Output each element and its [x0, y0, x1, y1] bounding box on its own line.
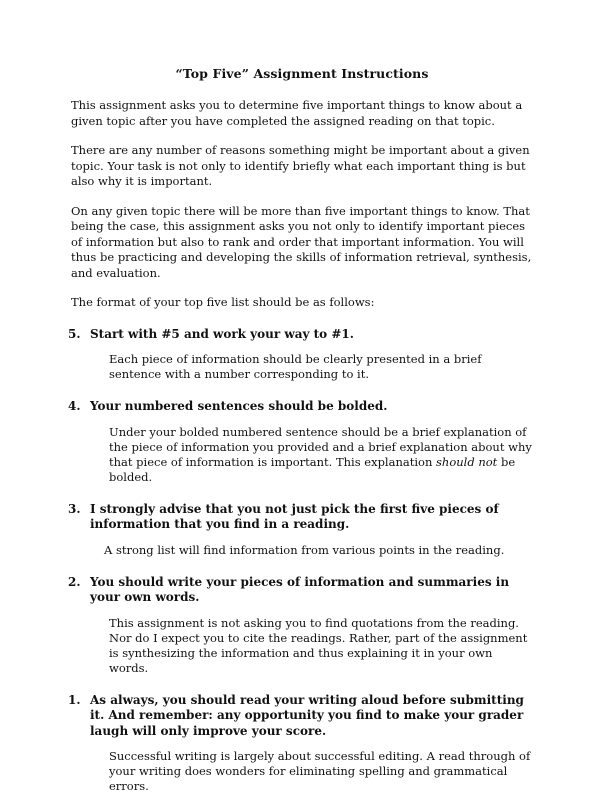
list-item-2: [68, 574, 533, 676]
item-description: Each piece of information should be clearly presented in a brief sentence with a number corresponding to it.: [109, 352, 482, 381]
format-paragraph: The format of your top five list should be as follows:: [71, 295, 375, 309]
item-description: This assignment is not asking you to find quotations from the reading. Nor do I expect you to cite the readings. Rather, part of the assignment is synthesizing the information and thus explaining it in your own words.: [109, 615, 528, 675]
list-item-5: [68, 326, 533, 383]
item-number: 3.: [68, 501, 81, 516]
list-item-3: [68, 501, 533, 558]
item-description-text-end: be bolded.: [109, 454, 516, 484]
item-heading: I strongly advise that you not just pick the first five pieces of information that you find in a reading.: [90, 501, 499, 531]
item-number: 4.: [68, 399, 81, 413]
item-description: Successful writing is largely about successful editing. A read through of your writing does wonders for eliminating spelling and grammatical errors.: [109, 749, 531, 793]
item-heading: You should write your pieces of information and summaries in your own words.: [90, 574, 510, 604]
ranking-paragraph: On any given topic there will be more than five important things to know. That being the case, this assignment asks you not only to identify important pieces of information but also to rank and order that important information. You will thus be practicing and developing the skills of information retrieval, synthesis, and evaluation.: [71, 203, 532, 280]
item-number: 1.: [68, 692, 81, 707]
item-description: [109, 425, 533, 485]
list-item-4: [68, 399, 533, 485]
item-description-emphasis: should not: [436, 454, 498, 469]
document-page: [68, 66, 533, 811]
list-item-1: [68, 692, 533, 795]
item-description: A strong list will find information from various points in the reading.: [104, 542, 505, 557]
item-description-text: Under your bolded numbered sentence should be a brief explanation of the piece of information you provided and a brief explanation about why that piece of information is important. This explanation: [109, 424, 532, 469]
item-number: 2.: [68, 574, 81, 589]
reasons-paragraph: There are any number of reasons something might be important about a given topic. Your task is not only to identify briefly what each important thing is but also why it is important.: [71, 143, 530, 188]
item-number: 5.: [68, 326, 81, 341]
intro-paragraph: This assignment asks you to determine five important things to know about a given topic after you have completed the assigned reading on that topic.: [71, 98, 523, 128]
item-heading: Start with #5 and work your way to #1.: [90, 326, 354, 341]
document-title: “Top Five” Assignment Instructions: [175, 66, 429, 81]
item-heading: As always, you should read your writing aloud before submitting it. And remember: any opportunity you find to make your grader laugh will only improve your score.: [90, 692, 524, 738]
item-heading: Your numbered sentences should be bolded.: [90, 399, 388, 413]
